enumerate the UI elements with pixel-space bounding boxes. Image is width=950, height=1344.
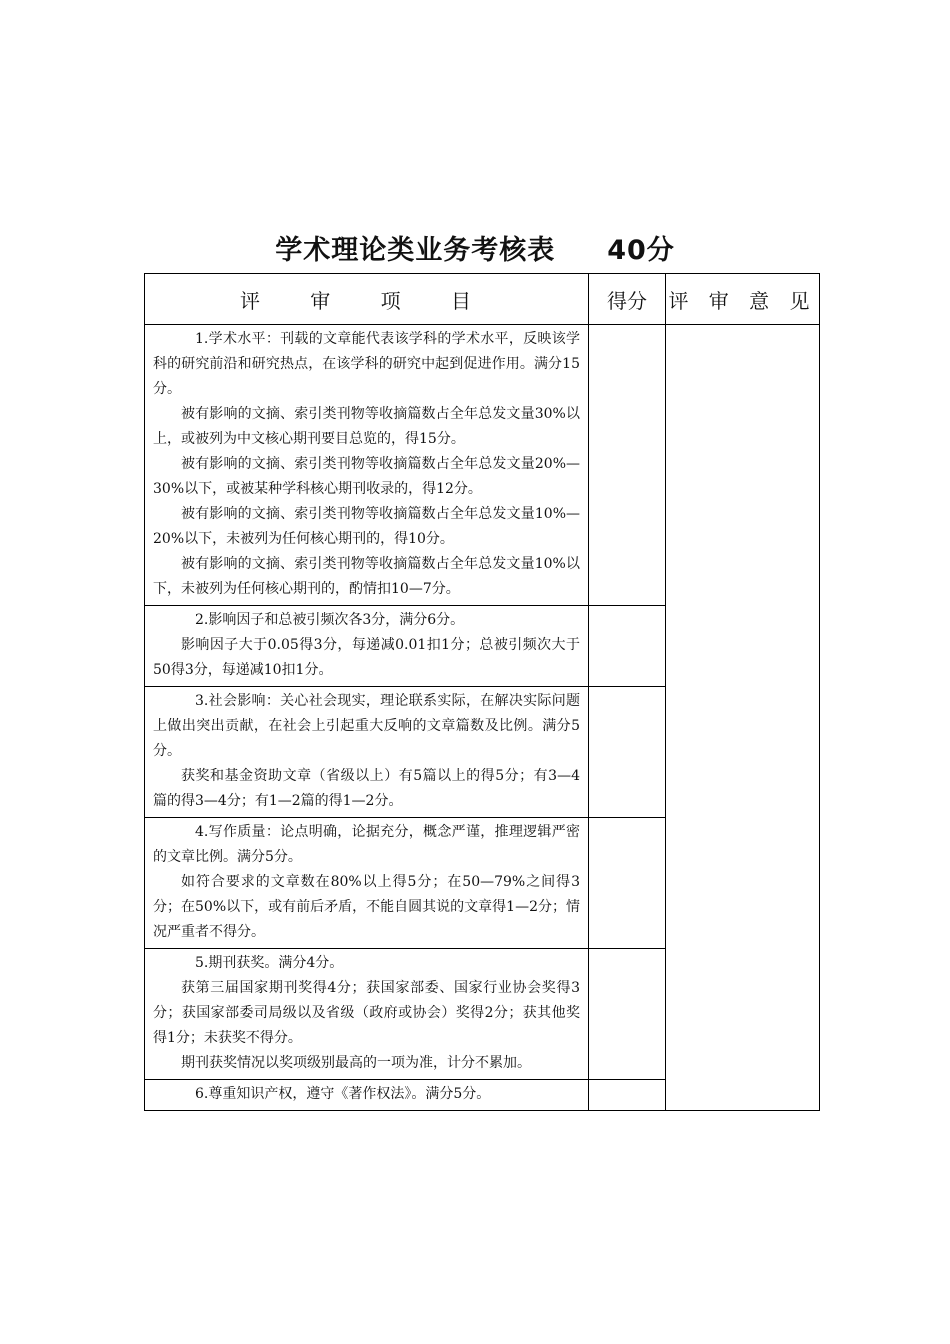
item-heading: 6.尊重知识产权，遵守《著作权法》。满分5分。 <box>195 1086 491 1102</box>
score-cell[interactable] <box>589 949 666 1080</box>
item-heading: 5.期刊获奖。满分4分。 <box>195 955 344 971</box>
table-row <box>145 325 820 606</box>
title-text: 学术理论类业务考核表 <box>275 235 556 266</box>
opinion-cell[interactable] <box>666 325 820 1111</box>
item-heading: 3.社会影响：关心社会现实，理论联系实际，在解决实际问题上做出突出贡献，在社会上引起重大反响的文章篇数及比例。满分5分。 <box>153 693 580 759</box>
header-item: 评 审 项 目 <box>145 274 589 325</box>
page-title <box>0 228 950 267</box>
item-cell <box>145 606 589 687</box>
item-detail: 期刊获奖情况以奖项级别最高的一项为准，计分不累加。 <box>181 1055 531 1071</box>
item-heading: 1.学术水平：刊载的文章能代表该学科的学术水平，反映该学科的研究前沿和研究热点，在该学科的研究中起到促进作用。满分15分。 <box>153 331 580 397</box>
header-score: 得分 <box>589 274 666 325</box>
item-detail: 被有影响的文摘、索引类刊物等收摘篇数占全年总发文量10%—20%以下，未被列为任何核心期刊的，得10分。 <box>153 506 580 547</box>
item-cell <box>145 687 589 818</box>
item-detail: 获第三届国家期刊奖得4分；获国家部委、国家行业协会奖得3分；获国家部委司局级以及省级（政府或协会）奖得2分；获其他奖得1分；未获奖不得分。 <box>153 980 580 1046</box>
item-detail: 被有影响的文摘、索引类刊物等收摘篇数占全年总发文量10%以下，未被列为任何核心期刊的，酌情扣10—7分。 <box>153 556 580 597</box>
score-cell[interactable] <box>589 606 666 687</box>
item-detail: 被有影响的文摘、索引类刊物等收摘篇数占全年总发文量20%—30%以下，或被某种学科核心期刊收录的，得12分。 <box>153 456 580 497</box>
item-cell <box>145 325 589 606</box>
item-detail: 影响因子大于0.05得3分，每递减0.01扣1分；总被引频次大于50得3分，每递减10扣1分。 <box>153 637 580 678</box>
item-heading: 4.写作质量：论点明确，论据充分，概念严谨，推理逻辑严密的文章比例。满分5分。 <box>153 824 580 865</box>
item-heading: 2.影响因子和总被引频次各3分，满分6分。 <box>195 612 465 628</box>
total-score: 40分 <box>607 235 675 266</box>
header-row <box>145 274 820 325</box>
score-cell[interactable] <box>589 818 666 949</box>
score-cell[interactable] <box>589 1080 666 1111</box>
item-cell <box>145 1080 589 1111</box>
item-detail: 被有影响的文摘、索引类刊物等收摘篇数占全年总发文量30%以上，或被列为中文核心期刊要目总览的，得15分。 <box>153 406 580 447</box>
item-cell <box>145 818 589 949</box>
score-cell[interactable] <box>589 687 666 818</box>
header-opinion: 评 审 意 见 <box>666 274 820 325</box>
score-cell[interactable] <box>589 325 666 606</box>
item-detail: 获奖和基金资助文章（省级以上）有5篇以上的得5分；有3—4篇的得3—4分；有1—2篇的得1—2分。 <box>153 768 580 809</box>
assessment-table <box>144 273 820 1111</box>
item-detail: 如符合要求的文章数在80%以上得5分；在50—79%之间得3分；在50%以下，或有前后矛盾，不能自圆其说的文章得1—2分；情况严重者不得分。 <box>153 874 580 940</box>
item-cell <box>145 949 589 1080</box>
